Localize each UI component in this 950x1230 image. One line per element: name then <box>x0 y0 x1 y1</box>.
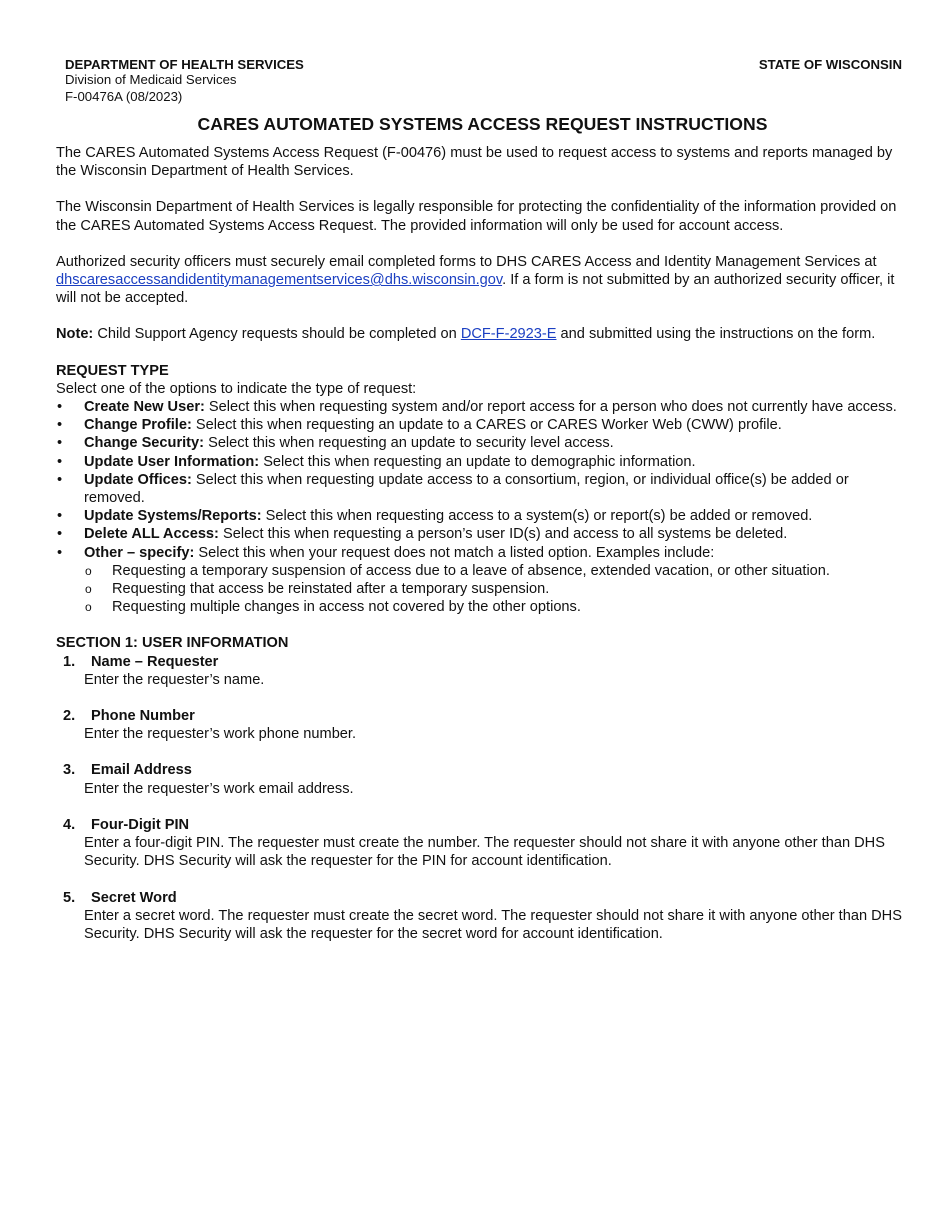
field-item <box>56 653 906 689</box>
request-type-label: Other – specify: <box>84 544 195 561</box>
field-item <box>56 889 906 944</box>
field-name: Four-Digit PIN <box>91 816 190 833</box>
circle-bullet-icon: o <box>85 563 92 578</box>
request-type-lead: Select one of the options to indicate the type of request: <box>56 380 417 397</box>
bullet-icon: • <box>57 399 63 416</box>
note-after: and submitted using the instructions on the form. <box>556 326 876 343</box>
field-description: Enter a four-digit PIN. The requester must create the number. The requester should not share it with anyone other than DHS Security. DHS Security will ask the requester for the PIN for account identification. <box>84 835 885 870</box>
example-text: Requesting multiple changes in access not covered by the other options. <box>112 599 581 616</box>
example-item <box>56 598 906 616</box>
bullet-icon: • <box>57 526 63 543</box>
request-type-list <box>56 398 906 616</box>
request-type-item <box>56 507 906 525</box>
dcf-form-link[interactable]: DCF-F-2923-E <box>460 326 557 343</box>
request-type-label: Create New User: <box>84 399 205 416</box>
field-description: Enter the requester’s work phone number. <box>84 726 357 743</box>
section1-heading: SECTION 1: USER INFORMATION <box>56 635 289 652</box>
bullet-icon: • <box>57 508 63 525</box>
section1-field-list <box>56 653 906 943</box>
other-examples-list <box>84 562 906 617</box>
example-item <box>56 562 906 580</box>
field-description: Enter a secret word. The requester must create the secret word. The requester should not share it with anyone other than DHS Security. DHS Security will ask the requester for the secret word for account identification. <box>84 907 902 942</box>
request-type-text: Select this when requesting an update to demographic information. <box>259 453 696 470</box>
field-name: Name – Requester <box>91 653 219 670</box>
circle-bullet-icon: o <box>85 582 92 597</box>
field-description: Enter the requester’s name. <box>84 671 265 688</box>
field-number: 3. <box>63 762 76 779</box>
bullet-icon: • <box>57 417 63 434</box>
example-text: Requesting a temporary suspension of access due to a leave of absence, extended vacation, or other situation. <box>112 562 830 579</box>
request-type-text: Select this when requesting an update to a CARES or CARES Worker Web (CWW) profile. <box>191 417 782 434</box>
intro-paragraph-1: The CARES Automated Systems Access Request (F-00476) must be used to request access to systems and reports managed by the Wisconsin Department of Health Services. <box>56 145 893 180</box>
department-name: DEPARTMENT OF HEALTH SERVICES <box>65 57 304 72</box>
request-type-label: Change Profile: <box>84 417 192 434</box>
division-name: Division of Medicaid Services <box>65 72 237 87</box>
bullet-icon: • <box>57 471 63 488</box>
request-type-text: Select this when requesting update access to a consortium, region, or individual office(s) be added or removed. <box>84 471 849 507</box>
dhs-email-link[interactable]: dhscaresaccessandidentitymanagementservices@dhs.wisconsin.gov <box>56 272 503 289</box>
note-before: Child Support Agency requests should be completed on <box>93 326 461 343</box>
example-item <box>56 580 906 598</box>
request-type-label: Delete ALL Access: <box>84 526 219 543</box>
note-label: Note: <box>56 326 94 343</box>
intro-p3-before: Authorized security officers must securely email completed forms to DHS CARES Access and Identity Management Services at <box>56 253 877 270</box>
request-type-text: Select this when requesting a person’s user ID(s) and access to all systems be deleted. <box>218 526 788 543</box>
field-name: Phone Number <box>91 708 195 725</box>
request-type-item <box>56 525 906 543</box>
request-type-text: Select this when requesting an update to security level access. <box>204 435 614 452</box>
bullet-icon: • <box>57 435 63 452</box>
request-type-label: Update Systems/Reports: <box>84 508 262 525</box>
circle-bullet-icon: o <box>85 600 92 615</box>
intro-paragraph-3 <box>56 253 906 308</box>
field-item <box>56 816 906 871</box>
request-type-item <box>56 544 906 617</box>
request-type-text: Select this when your request does not match a listed option. Examples include: <box>194 544 715 561</box>
request-type-item <box>56 398 906 416</box>
note-paragraph <box>56 325 906 343</box>
field-name: Secret Word <box>91 889 177 906</box>
document-body <box>56 144 906 961</box>
request-type-label: Update User Information: <box>84 453 260 470</box>
request-type-text: Select this when requesting access to a system(s) or report(s) be added or removed. <box>261 508 813 525</box>
request-type-heading: REQUEST TYPE <box>56 362 169 379</box>
field-name: Email Address <box>91 762 192 779</box>
page-title: CARES AUTOMATED SYSTEMS ACCESS REQUEST INSTRUCTIONS <box>197 114 768 134</box>
bullet-icon: • <box>57 453 63 470</box>
field-number: 2. <box>63 708 76 725</box>
field-item <box>56 707 906 743</box>
field-number: 4. <box>63 816 76 833</box>
bullet-icon: • <box>57 544 63 561</box>
intro-p3-after: . If a form is not submitted by an authorized security officer, it will not be accepted. <box>56 272 895 307</box>
form-number: F-00476A (08/2023) <box>65 89 183 104</box>
request-type-text: Select this when requesting system and/or report access for a person who does not currently have access. <box>204 399 897 416</box>
intro-paragraph-2: The Wisconsin Department of Health Services is legally responsible for protecting the confidentiality of the information provided on the CARES Automated Systems Access Request. The provided information will only be used for account access. <box>56 199 897 234</box>
field-number: 1. <box>63 653 76 670</box>
field-description: Enter the requester’s work email address. <box>84 780 354 797</box>
request-type-item <box>56 434 906 452</box>
state-name: STATE OF WISCONSIN <box>758 57 902 72</box>
field-item <box>56 761 906 797</box>
request-type-item <box>56 416 906 434</box>
example-text: Requesting that access be reinstated after a temporary suspension. <box>112 581 550 598</box>
request-type-item <box>56 471 906 507</box>
request-type-item <box>56 453 906 471</box>
request-type-label: Change Security: <box>84 435 205 452</box>
field-number: 5. <box>63 889 76 906</box>
request-type-label: Update Offices: <box>84 471 192 488</box>
